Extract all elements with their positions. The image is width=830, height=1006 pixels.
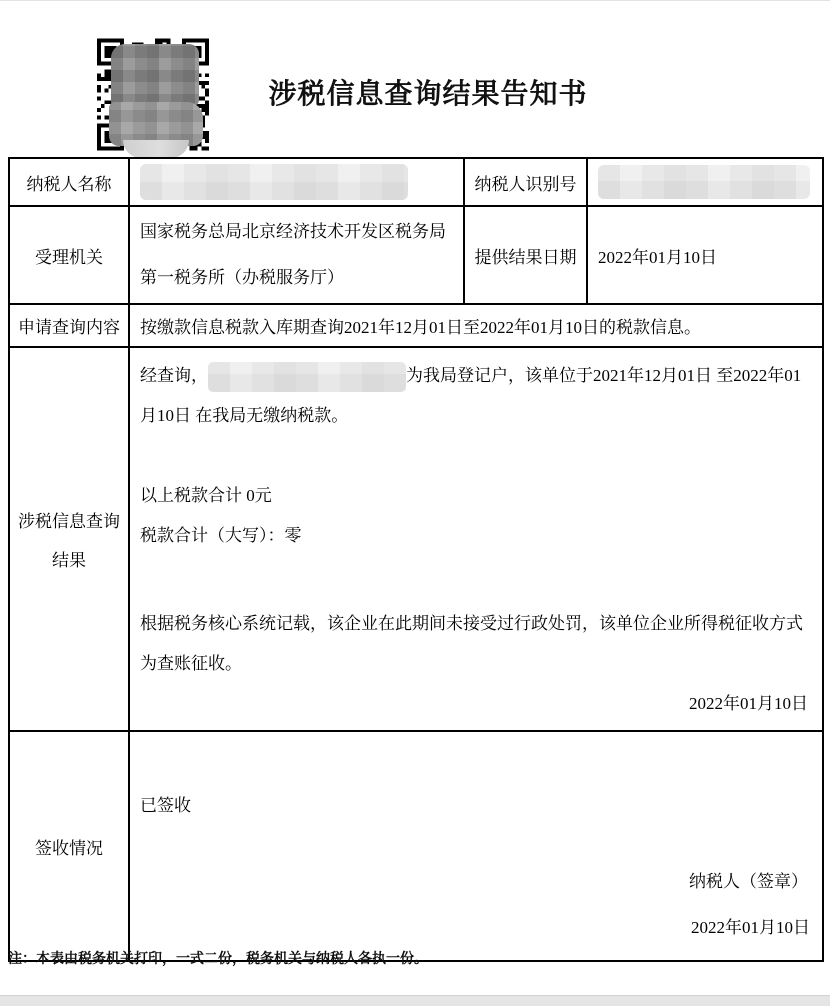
authority-line1: 国家税务总局北京经济技术开发区税务局	[140, 222, 446, 241]
result-label-line2: 结果	[52, 551, 86, 570]
result-paragraph-2: 以上税款合计 0元	[140, 486, 272, 505]
result-content	[129, 347, 823, 731]
sign-section-label: 签收情况	[9, 731, 129, 961]
query-content-label: 申请查询内容	[9, 304, 129, 347]
result-label-line1: 涉税信息查询	[18, 512, 120, 531]
taxpayer-name-value	[129, 158, 464, 206]
taxpayer-id-label: 纳税人识别号	[464, 158, 587, 206]
result-paragraph-1	[140, 356, 812, 436]
authority-line2: 第一税务所（办税服务厅）	[140, 268, 344, 287]
table-row-taxpayer	[9, 158, 823, 206]
page-title: 涉税信息查询结果告知书	[268, 79, 588, 110]
authority-label: 受理机关	[9, 206, 129, 304]
notice-table	[8, 157, 824, 962]
result-p1-prefix: 经查询，	[140, 366, 208, 385]
redacted-company-name	[208, 362, 406, 392]
redacted-taxpayer-id	[598, 165, 810, 199]
redaction-blob-qr-foot	[123, 140, 189, 158]
sign-content	[129, 731, 823, 961]
top-divider	[0, 0, 830, 1]
result-date-value: 2022年01月10日	[587, 206, 823, 304]
result-section-label	[9, 347, 129, 731]
result-paragraph-4: 根据税务核心系统记载，该企业在此期间未接受过行政处罚，该单位企业所得税征收方式为查账征收。	[140, 614, 803, 673]
result-paragraph-3: 税款合计（大写）：零	[140, 526, 302, 545]
result-date: 2022年01月10日	[689, 694, 808, 713]
sign-status: 已签收	[140, 796, 191, 815]
redacted-taxpayer-name	[140, 164, 408, 200]
query-content-value: 按缴款信息税款入库期查询2021年12月01日至2022年01月10日的税款信息。	[129, 304, 823, 347]
result-date-label: 提供结果日期	[464, 206, 587, 304]
table-row-authority	[9, 206, 823, 304]
sign-date: 2022年01月10日	[691, 918, 810, 937]
sign-taxpayer-seal: 纳税人（签章）	[689, 872, 808, 891]
authority-value	[129, 206, 464, 304]
taxpayer-id-value	[587, 158, 823, 206]
table-row-query-content	[9, 304, 823, 347]
footer-note: 注：本表由税务机关打印，一式二份，税务机关与纳税人各执一份。	[8, 952, 428, 967]
bottom-window-bar	[0, 995, 830, 1006]
result-p1-suffix: 为我局登记户，该单位于2021年12月01日 至2022年01月10日 在我局无缴纳税款。	[140, 366, 802, 425]
table-row-sign	[9, 731, 823, 961]
taxpayer-name-label: 纳税人名称	[9, 158, 129, 206]
table-row-result	[9, 347, 823, 731]
